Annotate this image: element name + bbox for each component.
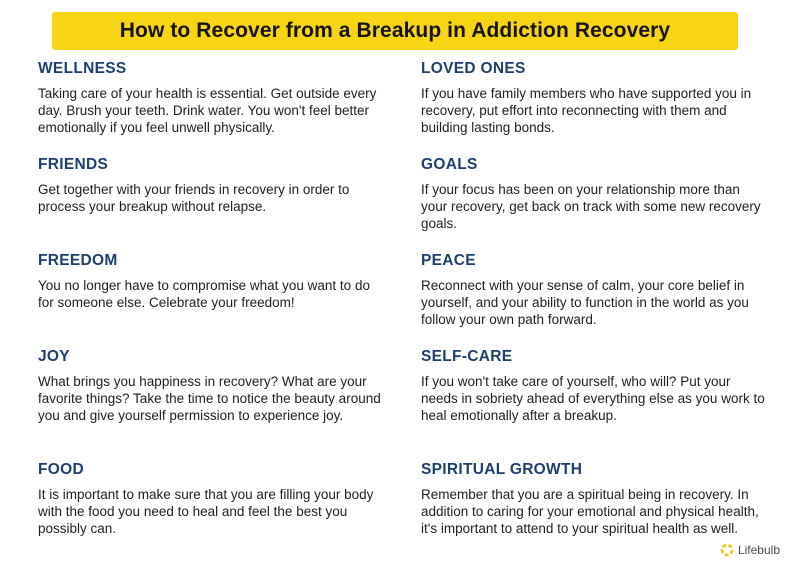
section-wellness [38,60,383,136]
section-body: Taking care of your health is essential. Get outside every day. Brush your teeth. Drink water. You won't feel better emotionally if you feel unwell physically. [38,86,377,135]
section-body: What brings you happiness in recovery? What are your favorite things? Take the time to notice the beauty around you and give yourself permission to experience joy. [38,374,381,423]
section-body: You no longer have to compromise what you want to do for someone else. Celebrate your freedom! [38,278,370,310]
section-goals [421,156,766,232]
section-peace [421,252,766,328]
section-body: Reconnect with your sense of calm, your core belief in yourself, and your ability to function in the world as you follow your own path forward. [421,278,749,327]
section-self-care [421,348,766,424]
section-heading: SPIRITUAL GROWTH [421,461,583,478]
section-body: If you have family members who have supported you in recovery, put effort into reconnecting with them and building lasting bonds. [421,86,752,135]
page-title: How to Recover from a Breakup in Addiction Recovery [119,19,671,42]
title-banner [52,12,738,50]
section-body: If you won't take care of yourself, who will? Put your needs in sobriety ahead of everything else as you work to heal emotionally after a breakup. [421,374,765,423]
section-body: It is important to make sure that you are filling your body with the food you need to heal and feel the best you possibly can. [38,487,374,536]
section-body: Remember that you are a spiritual being in recovery. In addition to caring for your emotional and physical health, it's important to attend to your spiritual health as well. [421,487,759,536]
section-joy [38,348,383,424]
logo-text: Lifebulb [737,543,780,557]
section-freedom [38,252,383,311]
section-spiritual-growth [421,461,766,537]
section-heading: FOOD [38,461,84,478]
section-heading: WELLNESS [38,60,127,77]
section-heading: JOY [38,348,70,365]
section-heading: FREEDOM [38,252,118,269]
section-heading: SELF-CARE [421,348,513,365]
section-food [38,461,383,537]
lifebulb-logo-icon [720,543,734,557]
section-heading: PEACE [421,252,476,269]
section-friends [38,156,383,215]
section-heading: FRIENDS [38,156,109,173]
section-heading: GOALS [421,156,478,173]
section-body: If your focus has been on your relationship more than your recovery, get back on track with some new recovery goals. [421,182,761,231]
lifebulb-logo [720,543,780,557]
section-body: Get together with your friends in recovery in order to process your breakup without relapse. [38,182,350,214]
section-heading: LOVED ONES [421,60,526,77]
section-loved-ones [421,60,766,136]
